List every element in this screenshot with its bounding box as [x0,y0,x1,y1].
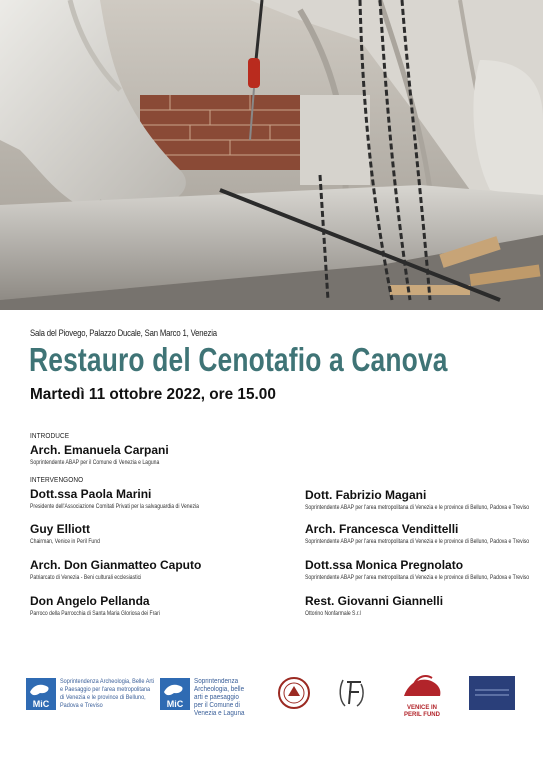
speaker-name: Guy Elliott [30,522,90,536]
speaker-role: Presidente dell'Associazione Comitati Privati per la salvaguardia di Venezia [30,503,199,510]
event-venue: Sala del Piovego, Palazzo Ducale, San Marco 1, Venezia [30,328,217,338]
event-date: Martedì 11 ottobre 2022, ore 15.00 [30,386,276,403]
speaker-name: Dott.ssa Monica Pregnolato [305,558,464,572]
logo-strip [0,668,543,728]
mic-logo-text: Soprintendenza Archeologia, belle arti e paesaggio per il Comune di Venezia e Laguna [194,678,245,717]
speaker-block [305,558,543,581]
mic-logo-icon [26,678,56,710]
event-title: Restauro del Cenotafio a Canova [29,341,448,378]
speaker-block [30,522,120,545]
speaker-block [30,443,196,466]
speaker-block [305,594,443,617]
mic-logo-icon [160,678,190,710]
mic-label: MiC [166,699,184,709]
speaker-name: Dott.ssa Paola Marini [30,487,152,501]
speaker-role: Chairman, Venice in Peril Fund [30,538,100,545]
mic-label: MiC [32,699,50,709]
venice-in-peril-logo [398,674,446,716]
speaker-role: Soprintendente ABAP per il Comune di Venezia e Laguna [30,459,160,466]
speaker-role: Ottorino Nonfarmale S.r.l [305,610,361,617]
speaker-name: Arch. Emanuela Carpani [30,443,169,457]
speaker-name: Arch. Francesca Vendittelli [305,522,459,536]
sculpture-photo-illustration [0,0,543,310]
introduce-label: INTRODUCE [30,433,70,440]
winged-lion-icon [398,674,446,700]
speaker-name: Dott. Fabrizio Magani [305,488,427,502]
venice-in-peril-text: VENICE IN PERIL FUND [404,705,440,718]
speaker-role: Soprintendente ABAP per l'area metropolitana di Venezia e le province di Belluno, Padova e Treviso [305,504,530,511]
speaker-block [305,522,543,545]
speaker-name: Don Angelo Pellanda [30,594,150,608]
speaker-role: Patriarcato di Venezia - Beni culturali ecclesiastici [30,574,142,581]
speaker-role: Parroco della Parrocchia di Santa Maria Gloriosa dei Frari [30,610,160,617]
speaker-name: Arch. Don Gianmatteo Caputo [30,558,202,572]
intervengono-label: INTERVENGONO [30,477,84,484]
speaker-block [30,558,201,581]
speaker-block [30,594,197,617]
speaker-role: Soprintendente ABAP per l'area metropolitana di Venezia e le province di Belluno, Padova e Treviso [305,574,530,581]
committee-logo-icon [469,676,515,710]
header-photo [0,0,543,310]
speaker-name: Rest. Giovanni Giannelli [305,594,444,608]
monogram-logo-icon [333,674,371,712]
speaker-block [30,487,247,510]
speaker-role: Soprintendente ABAP per l'area metropolitana di Venezia e le province di Belluno, Padova e Treviso [305,538,530,545]
speaker-block [305,488,543,511]
mic-logo-text: Soprintendenza Archeologia, Belle Arti e Paesaggio per l'area metropolitana di Venezia e le province di Belluno, Padova e Treviso [60,678,154,709]
seal-logo-icon [277,676,311,710]
